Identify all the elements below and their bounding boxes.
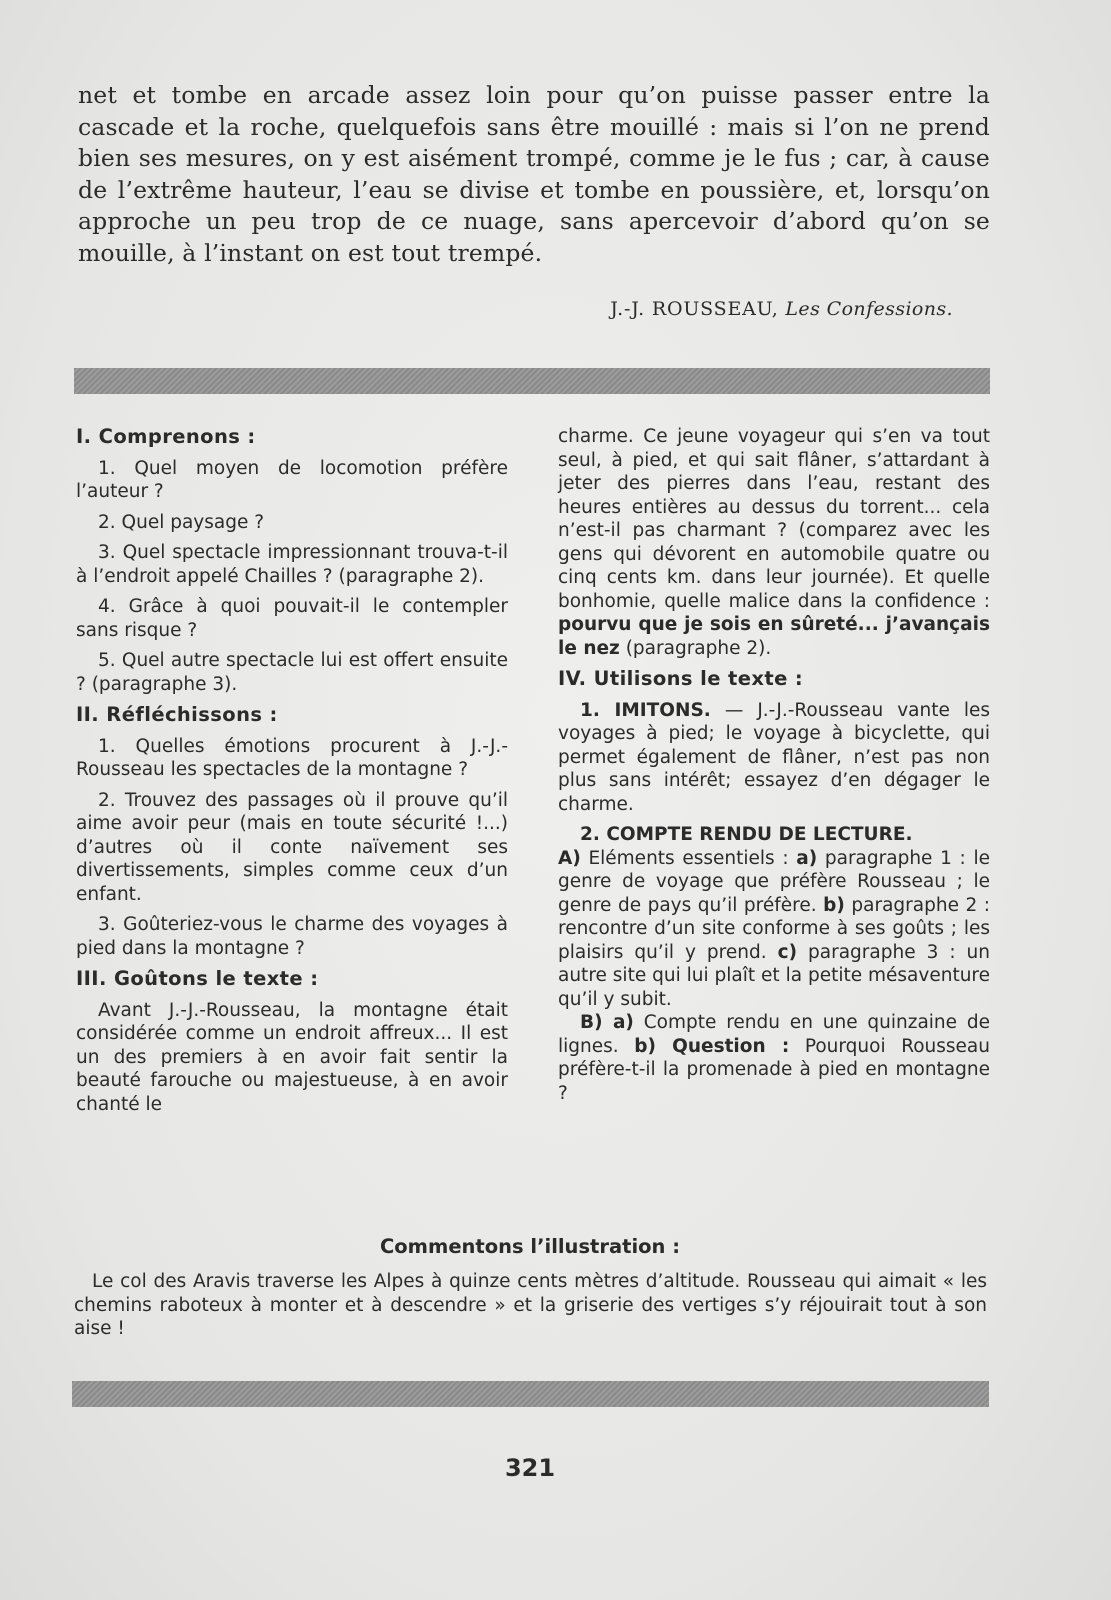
- imitons-paragraph: [558, 699, 990, 817]
- left-column: [76, 425, 508, 1116]
- page-number: 321: [504, 1454, 556, 1482]
- goutons-text-continued: [558, 425, 990, 660]
- a-b-label: b): [823, 894, 845, 916]
- compte-rendu-b: [558, 1011, 990, 1105]
- question: 1. Quel moyen de locomotion préfère l’auteur ?: [76, 457, 508, 502]
- a-a-label: a): [796, 847, 818, 869]
- goutons-text-b: charme. Ce jeune voyageur qui s’en va tout seul, à pied, et qui sait flâner, s’attardant à jeter des pierres dans l’eau, restant des heures entières au dessus du torrent... cela n’est-il pas charmant ? (comparez avec les gens qui dévorent en automobile quatre ou cinq cents km. dans leur journée). Et quelle bonhomie, quelle malice dans la confidence :: [558, 426, 990, 612]
- compte-rendu-heading: [558, 823, 990, 847]
- attribution-work: Les Confessions.: [785, 298, 953, 320]
- illustration-title: Commentons l’illustration :: [379, 1235, 681, 1258]
- right-column: [558, 425, 990, 1112]
- a-b-text: paragraphe 2 : rencontre d’un site conforme à ses goûts ; les plaisirs qu’il y prend.: [558, 894, 990, 963]
- section-comprenons-title: I. Comprenons :: [76, 425, 256, 448]
- question: 4. Grâce à quoi pouvait-il le contempler sans risque ?: [76, 596, 508, 641]
- b-label: B) a): [580, 1012, 634, 1033]
- quote-text: net et tombe en arcade assez loin pour qu’on puisse passer entre la cascade et la roche, quelquefois sans être mouillé : mais si l’on ne prend bien ses mesures, on y est aisément trompé, comme je le fus ; car, à cause de l’extrême hauteur, l’eau se divise et tombe en poussière, et, lorsqu’on approche un peu trop de ce nuage, sans apercevoir d’abord qu’on se mouille, à l’instant on est tout trempé.: [78, 81, 990, 267]
- goutons-text-c: (paragraphe 2).: [625, 637, 772, 659]
- imitons-text: — J.-J.-Rousseau vante les voyages à pied; le voyage à bicyclette, qui permet également de flâner, n’est pas non plus sans intérêt; essayez d’en dégager le charme.: [558, 699, 990, 815]
- bottom-divider: [72, 1381, 989, 1407]
- imitons-label: 1. IMITONS.: [580, 699, 711, 721]
- goutons-text: Avant J.-J.-Rousseau, la montagne était considérée comme un endroit affreux... Il est un des premiers à en avoir fait sentir la beauté farouche ou majestueuse, à en avoir chanté le: [76, 999, 508, 1115]
- section-goutons-title: III. Goûtons le texte :: [76, 967, 319, 990]
- section-reflechissons-title: II. Réfléchissons :: [76, 703, 278, 726]
- a-c-label: c): [777, 941, 798, 963]
- compte-rendu-label: 2. COMPTE RENDU DE LECTURE.: [580, 824, 913, 845]
- goutons-bold-quote: pourvu que je sois en sûreté... j’avançais le nez: [558, 614, 990, 659]
- attribution-author: J.-J. ROUSSEAU,: [610, 298, 779, 320]
- question: 3. Quel spectacle impressionnant trouva-t-il à l’endroit appelé Chailles ? (paragraphe 2).: [76, 542, 508, 587]
- question: 3. Goûteriez-vous le charme des voyages à pied dans la montagne ?: [76, 914, 508, 959]
- attribution: [610, 298, 953, 320]
- question: 5. Quel autre spectacle lui est offert ensuite ? (paragraphe 3).: [76, 650, 508, 695]
- section-utilisons-title: IV. Utilisons le texte :: [558, 667, 804, 690]
- b-a-text: Compte rendu en une quinzaine de lignes.: [558, 1012, 990, 1057]
- b-question-label: b) Question :: [634, 1035, 790, 1057]
- question: 1. Quelles émotions procurent à J.-J.-Rousseau les spectacles de la montagne ?: [76, 735, 508, 780]
- a-label: A): [558, 847, 581, 869]
- illustration-text: Le col des Aravis traverse les Alpes à quinze cents mètres d’altitude. Rousseau qui aimait « les chemins raboteux à monter et à descendre » et la griserie des vertiges s’y réjouirait tout à son aise !: [74, 1271, 987, 1339]
- compte-rendu-a: [558, 847, 990, 1012]
- a-a-text: paragraphe 1 : le genre de voyage que préfère Rousseau ; le genre de pays qu’il préfère.: [558, 847, 990, 916]
- question: 2. Trouvez des passages où il prouve qu’il aime avoir peur (mais en toute sécurité !...) d’autres où il conte naïvement ses divertissements, simples comme ceux d’un enfant.: [76, 789, 508, 905]
- question: 2. Quel paysage ?: [98, 511, 265, 533]
- top-divider: [74, 368, 990, 394]
- a-c-text: paragraphe 3 : un autre site qui lui plaît et la petite mésaventure qu’il y subit.: [558, 941, 991, 1010]
- a-text: Eléments essentiels :: [588, 847, 789, 869]
- b-question-text: Pourquoi Rousseau préfère-t-il la promenade à pied en montagne ?: [558, 1035, 990, 1104]
